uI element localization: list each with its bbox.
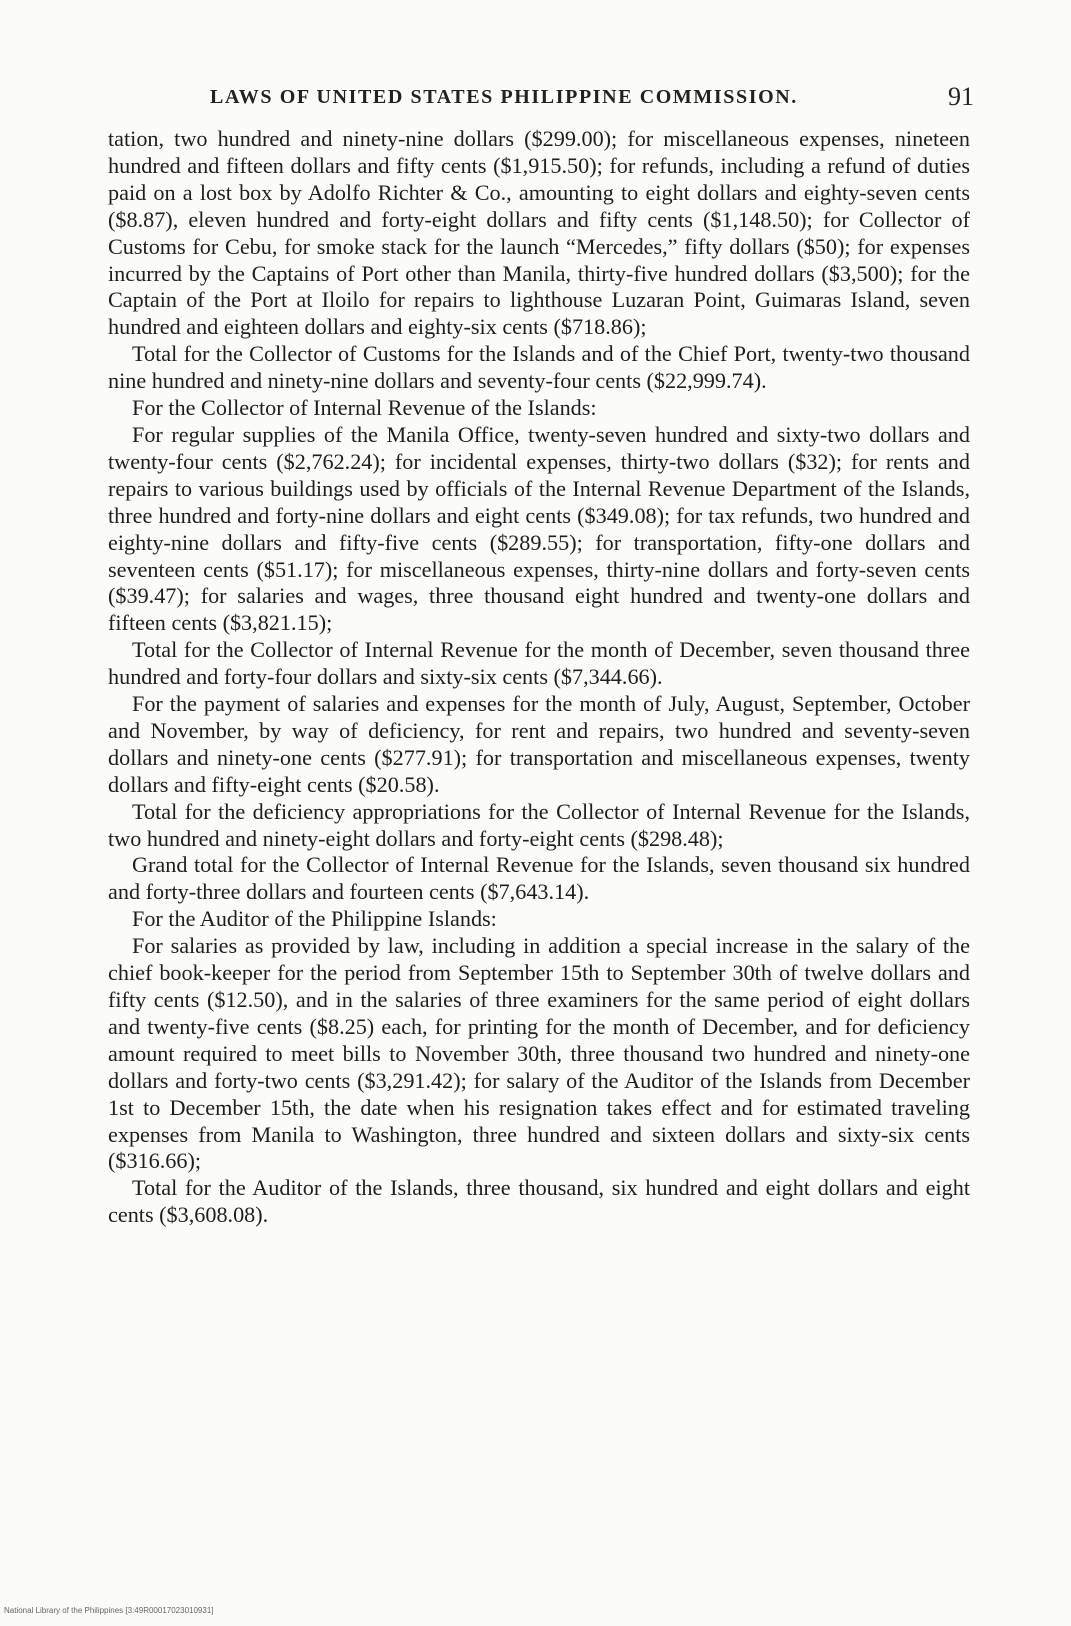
page-header [100,82,974,114]
page-number: 91 [948,82,974,111]
paragraph-internal-revenue-heading: For the Collector of Internal Revenue of the Islands: [132,395,597,421]
paragraph-internal-revenue-items: For regular supplies of the Manila Office, twenty-seven hundred and sixty-two dollars and twenty-four cents ($2,762.24); for incidental expenses, thirty-two dollars ($32); for rents and repairs to various buildings used by officials of the Internal Revenue Department of the Islands, three hundred and forty-nine dollars and eight cents ($349.08); for tax refunds, two hundred and eighty-nine dollars and fifty-five cents ($289.55); for transportation, fifty-one dollars and seventeen cents ($51.17); for miscellaneous expenses, thirty-nine dollars and forty-seven cents ($39.47); for salaries and wages, three thousand eight hundred and twenty-one dollars and fifteen cents ($3,821.15); [108,421,970,636]
paragraph-internal-revenue-december-total: Total for the Collector of Internal Revenue for the month of December, seven thousand three hundred and forty-four dollars and sixty-six cents ($7,344.66). [108,637,970,690]
paragraph-deficiency-items: For the payment of salaries and expenses for the month of July, August, September, October and November, by way of deficiency, for rent and repairs, two hundred and seventy-seven dollars and ninety-one cents ($277.91); for transportation and miscellaneous expenses, twenty dollars and fifty-eight cents ($20.58). [108,691,970,797]
running-title: LAWS OF UNITED STATES PHILIPPINE COMMISSION. [210,86,798,108]
paragraph-auditor-items: For salaries as provided by law, including in addition a special increase in the salary of the chief book-keeper for the period from September 15th to September 30th of twelve dollars and fifty cents ($12.50), and in the salaries of three examiners for the same period of eight dollars and twenty-five cents ($8.25) each, for printing for the month of December, and for deficiency amount required to meet bills to November 30th, three thousand two hundred and ninety-one dollars and forty-two cents ($3,291.42); for salary of the Auditor of the Islands from December 1st to December 15th, the date when his resignation takes effect and for estimated traveling expenses from Manila to Washington, three hundred and sixteen dollars and sixty-six cents ($316.66); [108,933,970,1174]
library-stamp: National Library of the Philippines [3:49R00017023010931] [4,1606,214,1615]
body-text [108,126,970,1229]
paragraph-deficiency-total: Total for the deficiency appropriations for the Collector of Internal Revenue for the Islands, two hundred and ninety-eight dollars and forty-eight cents ($298.48); [108,798,970,851]
paragraph-customs-expenses-continued: tation, two hundred and ninety-nine dollars ($299.00); for miscellaneous expenses, nineteen hundred and fifteen dollars and fifty cents ($1,915.50); for refunds, including a refund of duties paid on a lost box by Adolfo Richter & Co., amounting to eight dollars and eighty-seven cents ($8.87), eleven hundred and forty-eight dollars and fifty cents ($1,148.50); for Collector of Customs for Cebu, for smoke stack for the launch “Mercedes,” fifty dollars ($50); for expenses incurred by the Captains of Port other than Manila, thirty-five hundred dollars ($3,500); for the Captain of the Port at Iloilo for repairs to lighthouse Luzaran Point, Guimaras Island, seven hundred and eighteen dollars and eighty-six cents ($718.86); [108,126,970,340]
paragraph-customs-total: Total for the Collector of Customs for the Islands and of the Chief Port, twenty-two thousand nine hundred and ninety-nine dollars and seventy-four cents ($22,999.74). [108,341,970,394]
paragraph-internal-revenue-grand-total: Grand total for the Collector of Internal Revenue for the Islands, seven thousand six hundred and forty-three dollars and fourteen cents ($7,643.14). [108,852,970,905]
paragraph-auditor-heading: For the Auditor of the Philippine Islands: [132,906,497,932]
paragraph-auditor-total: Total for the Auditor of the Islands, three thousand, six hundred and eight dollars and eight cents ($3,608.08). [108,1175,970,1228]
